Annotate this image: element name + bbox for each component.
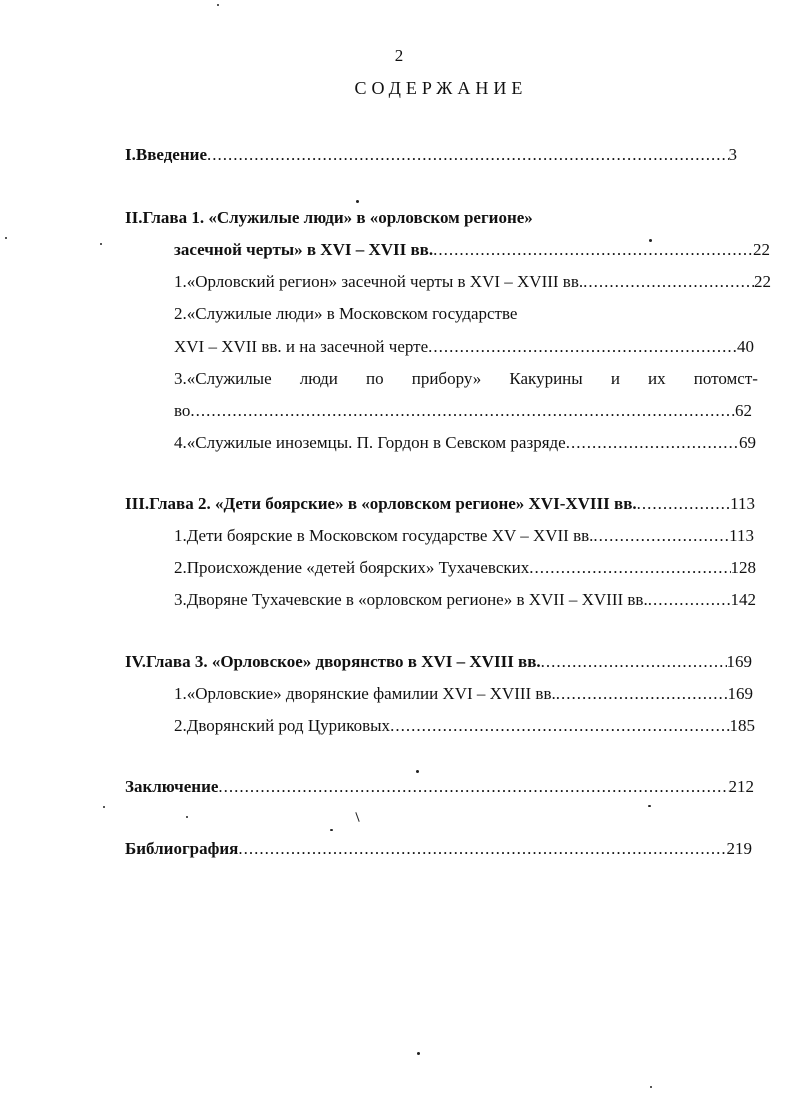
scan-speck <box>100 243 102 245</box>
page-title: СОДЕРЖАНИЕ <box>354 78 528 98</box>
dot-leader <box>218 777 728 797</box>
dot-leader <box>541 652 727 672</box>
toc-section-3-1 <box>174 684 753 704</box>
toc-section-1-1 <box>174 272 771 292</box>
toc-section-2-2 <box>174 558 756 578</box>
toc-entry-text: III.Глава 2. «Дети боярские» в «орловском регионе» XVI-XVIII вв. <box>125 494 637 513</box>
toc-entry-text: Заключение <box>125 777 219 796</box>
toc-page-number: 212 <box>728 777 754 796</box>
toc-section-1-3-line1 <box>174 369 758 389</box>
dot-leader <box>556 684 728 704</box>
dot-leader <box>433 240 753 260</box>
toc-chapter-1-heading: II.Глава 1. «Служилые люди» в «орловском регионе» <box>125 208 533 227</box>
toc-page-number: 62 <box>735 401 752 420</box>
toc-entry-text: 2.Происхождение «детей боярских» Тухачевских <box>174 558 530 577</box>
toc-section-1-3-line2 <box>174 401 752 421</box>
page-number: 2 <box>394 46 404 65</box>
toc-page-number: 142 <box>730 590 756 609</box>
toc-entry-text: IV.Глава 3. «Орловское» дворянство в XVI – XVIII вв. <box>125 652 541 671</box>
dot-leader <box>390 716 729 736</box>
toc-chapter-2-heading <box>125 494 755 514</box>
toc-entry-intro <box>125 145 737 165</box>
scan-speck <box>186 816 188 818</box>
scan-speck <box>416 770 419 773</box>
toc-word: люди <box>299 369 338 388</box>
toc-entry-text: 1.Дети боярские в Московском государстве XV – XVII вв. <box>174 526 594 545</box>
toc-word: 3.«Служилые <box>174 369 272 388</box>
toc-word: прибору» <box>411 369 482 388</box>
toc-entry-text: 1.«Орловские» дворянские фамилии XVI – XVIII вв. <box>174 684 556 703</box>
dot-leader <box>566 433 739 453</box>
toc-page-number: 113 <box>729 526 754 545</box>
toc-entry-text: XVI – XVII вв. и на засечной черте <box>174 337 429 356</box>
toc-page-number: 219 <box>726 839 752 858</box>
toc-entry-text: I.Введение <box>125 145 207 164</box>
toc-entry-text: 2.Дворянский род Цуриковых <box>174 716 391 735</box>
toc-page-number: 69 <box>739 433 756 452</box>
scan-speck <box>5 237 7 239</box>
scan-speck <box>217 4 219 6</box>
scan-speck <box>356 200 359 203</box>
toc-section-1-2-line2 <box>174 337 754 357</box>
dot-leader <box>583 272 754 292</box>
dot-leader <box>648 590 731 610</box>
toc-entry-text: 1.«Орловский регион» засечной черты в XVI – XVIII вв. <box>174 272 584 291</box>
toc-entry-text: 4.«Служилые иноземцы. П. Гордон в Севском разряде <box>174 433 566 452</box>
toc-entry-text: Библиография <box>125 839 239 858</box>
dot-leader <box>190 401 735 421</box>
scan-speck <box>355 812 359 822</box>
toc-page-number: 128 <box>730 558 756 577</box>
toc-word: Какурины <box>509 369 583 388</box>
toc-page-number: 169 <box>726 652 752 671</box>
dot-leader <box>637 494 730 514</box>
toc-section-2-1 <box>174 526 754 546</box>
dot-leader <box>428 337 737 357</box>
dot-leader <box>593 526 729 546</box>
toc-section-1-4 <box>174 433 756 453</box>
toc-word: и <box>610 369 620 388</box>
toc-entry-bibliography <box>125 839 752 859</box>
toc-section-3-2 <box>174 716 755 736</box>
toc-entry-text: засечной черты» в XVI – XVII вв. <box>174 240 434 259</box>
toc-page-number: 3 <box>728 145 737 164</box>
toc-section-2-3 <box>174 590 756 610</box>
toc-entry-conclusion <box>125 777 754 797</box>
dot-leader <box>238 839 726 859</box>
toc-section-1-2-line1: 2.«Служилые люди» в Московском государстве <box>174 304 518 323</box>
toc-word: потомст- <box>693 369 758 388</box>
scan-speck <box>417 1052 420 1055</box>
toc-word: по <box>365 369 384 388</box>
toc-page-number: 22 <box>754 272 771 291</box>
toc-page-number: 40 <box>737 337 754 356</box>
toc-page-number: 113 <box>730 494 755 513</box>
toc-entry-text: 3.Дворяне Тухачевские в «орловском регионе» в XVII – XVIII вв. <box>174 590 648 609</box>
toc-chapter-3-heading <box>125 652 752 672</box>
toc-chapter-1-heading-cont <box>174 240 770 260</box>
scan-speck <box>103 806 105 808</box>
toc-word: их <box>648 369 666 388</box>
dot-leader <box>207 145 729 165</box>
scan-speck <box>649 239 652 242</box>
scan-speck <box>650 1086 652 1088</box>
toc-page-number: 22 <box>753 240 770 259</box>
toc-page-number: 185 <box>729 716 755 735</box>
scan-speck <box>330 829 333 831</box>
scan-speck <box>648 805 651 807</box>
toc-page-number: 169 <box>727 684 753 703</box>
dot-leader <box>529 558 730 578</box>
toc-entry-text: во <box>174 401 191 420</box>
